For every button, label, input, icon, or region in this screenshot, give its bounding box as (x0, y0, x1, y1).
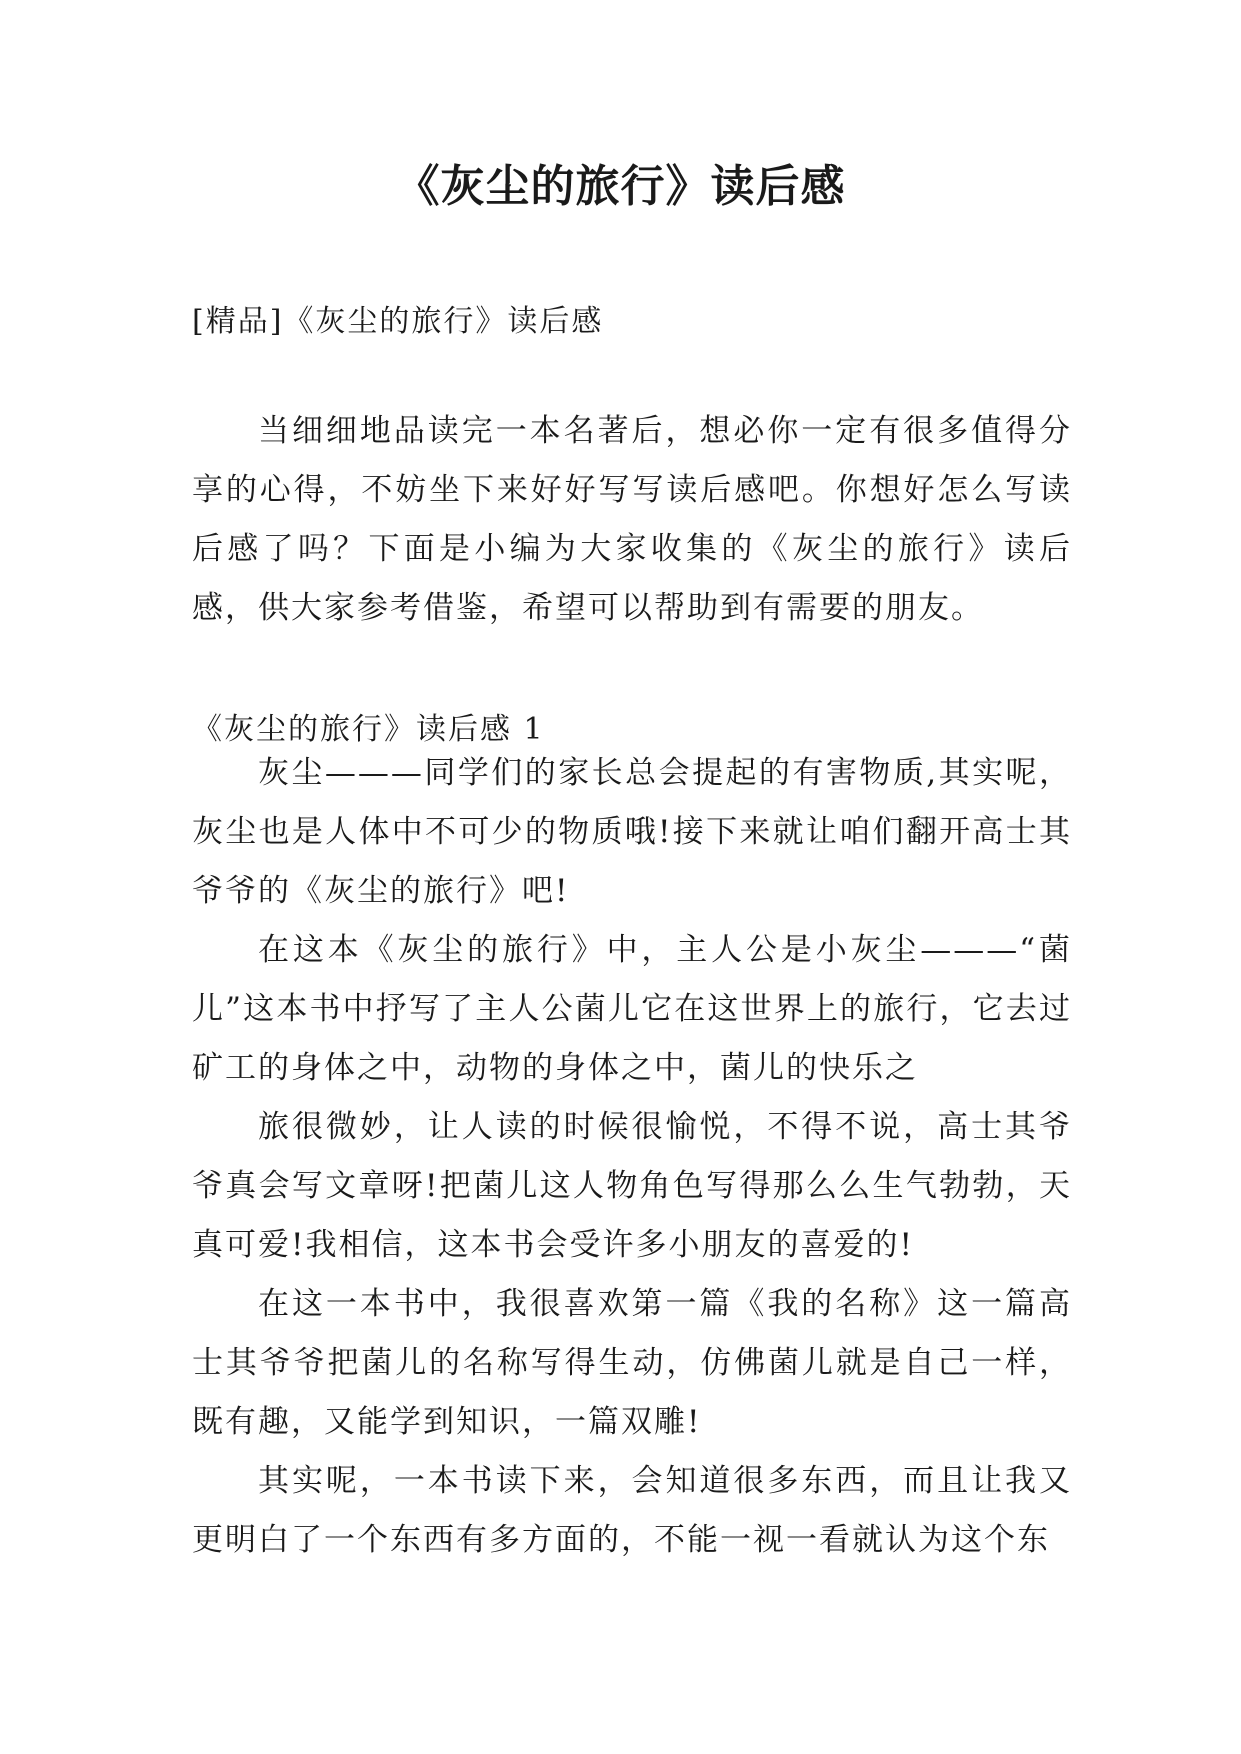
section-heading: 《灰尘的旅行》读后感 1 (192, 712, 545, 747)
document-title: 《灰尘的旅行》读后感 (395, 161, 846, 212)
document-subtitle: [精品]《灰尘的旅行》读后感 (192, 304, 604, 339)
essay-paragraph: 其实呢，一本书读下来，会知道很多东西，而且让我又更明白了一个东西有多方面的，不能一视一看就认为这个东 (192, 1463, 1072, 1558)
essay-paragraph: 在这本《灰尘的旅行》中，主人公是小灰尘———“菌儿”这本书中抒写了主人公菌儿它在这世界上的旅行，它去过矿工的身体之中，动物的身体之中，菌儿的快乐之 (192, 932, 1072, 1086)
essay-body (192, 744, 1072, 1570)
essay-paragraph: 在这一本书中，我很喜欢第一篇《我的名称》这一篇高士其爷爷把菌儿的名称写得生动，仿佛菌儿就是自己一样，既有趣，又能学到知识，一篇双雕! (192, 1286, 1072, 1440)
essay-paragraph: 灰尘———同学们的家长总会提起的有害物质,其实呢，灰尘也是人体中不可少的物质哦!接下来就让咱们翻开高士其爷爷的《灰尘的旅行》吧! (192, 755, 1072, 909)
intro-block (192, 402, 1072, 638)
intro-paragraph: 当细细地品读完一本名著后，想必你一定有很多值得分享的心得，不妨坐下来好好写写读后感吧。你想好怎么写读后感了吗？下面是小编为大家收集的《灰尘的旅行》读后感，供大家参考借鉴，希望可以帮助到有需要的朋友。 (192, 413, 1072, 626)
essay-paragraph: 旅很微妙，让人读的时候很愉悦，不得不说，高士其爷爷真会写文章呀!把菌儿这人物角色写得那么么生气勃勃，天真可爱!我相信，这本书会受许多小朋友的喜爱的! (192, 1109, 1072, 1263)
